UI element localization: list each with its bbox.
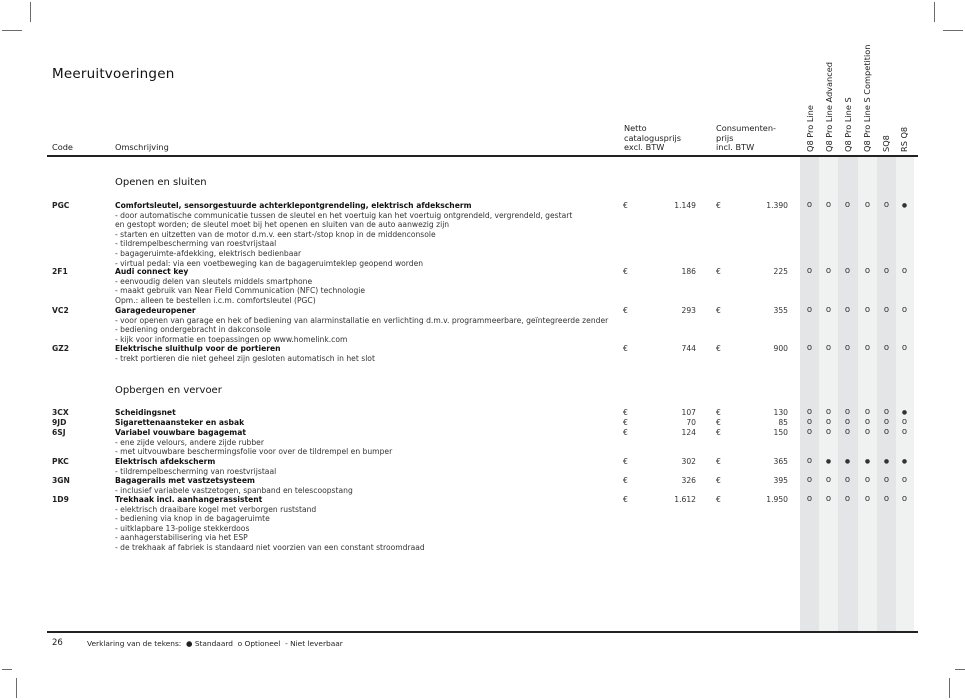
availability-mark: o xyxy=(864,494,871,504)
option-detail: - uitklapbare 13-polige stekkerdoos xyxy=(115,523,250,533)
option-detail: - bagageruimte-afdekking, elektrisch bedienbaar xyxy=(115,248,302,258)
availability-mark: o xyxy=(864,305,871,315)
availability-mark: o xyxy=(844,343,851,353)
option-detail: - door automatische communicatie tussen de sleutel en het voertuig kan het voertuig ontgrendeld, vergrendeld, gestart en gestopt worden; de sleutel moet bij het openen en sluiten van de auto aanwezig zijn xyxy=(115,210,573,230)
availability-mark: o xyxy=(883,427,890,437)
availability-mark: o xyxy=(901,475,908,485)
option-description xyxy=(115,408,585,418)
option-description xyxy=(115,495,585,553)
option-detail: Opm.: alleen te bestellen i.c.m. comfortsleutel (PGC) xyxy=(115,295,316,305)
availability-mark: o xyxy=(901,343,908,353)
availability-mark: o xyxy=(883,475,890,485)
header-net-price-line: catalogusprijs xyxy=(624,132,682,143)
option-name: Elektrische sluithulp voor de portieren xyxy=(115,344,281,353)
availability-mark: o xyxy=(825,200,832,210)
consumer-price: 365 xyxy=(773,457,788,466)
currency: € xyxy=(716,201,721,210)
header-model: Q8 Pro Line Advanced xyxy=(824,62,834,152)
currency: € xyxy=(716,418,721,427)
header-net-price-line: excl. BTW xyxy=(624,142,665,152)
option-detail: - inclusief variabele vastzetogen, spanband en telescoopstang xyxy=(115,485,353,495)
availability-mark: o xyxy=(844,305,851,315)
option-detail: - bediening ondergebracht in dakconsole xyxy=(115,325,271,335)
availability-mark: o xyxy=(825,417,832,427)
availability-mark: o xyxy=(864,200,871,210)
crop-mark xyxy=(2,30,22,31)
availability-mark: o xyxy=(844,427,851,437)
availability-mark: o xyxy=(901,494,908,504)
option-description xyxy=(115,428,585,457)
footer-divider xyxy=(47,631,918,633)
header-description: Omschrijving xyxy=(115,142,169,152)
option-detail: - elektrisch draaibare kogel met verborgen ruststand xyxy=(115,504,317,514)
header-net-price-line: Netto xyxy=(624,123,647,133)
net-price: 302 xyxy=(681,457,696,466)
option-description xyxy=(115,457,585,476)
page-title: Meeruitvoeringen xyxy=(52,66,175,82)
currency: € xyxy=(623,201,628,210)
availability-mark: o xyxy=(901,427,908,437)
option-detail: - kijk voor informatie en toepassingen op www.homelink.com xyxy=(115,334,348,344)
option-detail: - maakt gebruik van Near Field Communication (NFC) technologie xyxy=(115,286,366,296)
header-model: SQ8 xyxy=(881,135,891,152)
option-description xyxy=(115,267,585,305)
option-name: Comfortsleutel, sensorgestuurde achterklepontgrendeling, elektrisch afdekscherm xyxy=(115,201,472,210)
option-code: 3CX xyxy=(52,408,69,417)
net-price: 1.612 xyxy=(674,495,696,504)
availability-mark: o xyxy=(825,407,832,417)
model-column-shade xyxy=(800,157,819,632)
model-column-shade xyxy=(838,157,858,632)
header-net-price xyxy=(624,124,681,153)
option-detail: - aanhagerstabilisering via het ESP xyxy=(115,533,248,543)
availability-mark: o xyxy=(883,417,890,427)
crop-mark xyxy=(955,669,965,670)
page-number: 26 xyxy=(52,638,63,648)
availability-mark: o xyxy=(806,200,813,210)
option-detail: - de trekhaak af fabriek is standaard niet voorzien van een constant stroomdraad xyxy=(115,542,425,552)
consumer-price: 355 xyxy=(773,306,788,315)
crop-mark xyxy=(2,669,12,670)
header-divider xyxy=(47,155,918,157)
availability-mark: o xyxy=(883,343,890,353)
legend-label: Verklaring van de tekens: xyxy=(87,639,182,648)
availability-mark: ● xyxy=(901,202,908,209)
net-price: 107 xyxy=(681,408,696,417)
availability-mark: o xyxy=(825,343,832,353)
option-detail: - met uitvouwbare beschermingsfolie voor over de tildrempel en bumper xyxy=(115,447,393,457)
header-model: Q8 Pro Line xyxy=(805,105,815,152)
availability-mark: o xyxy=(825,266,832,276)
availability-mark: o xyxy=(806,475,813,485)
crop-mark xyxy=(943,30,963,31)
crop-mark xyxy=(934,2,935,22)
option-description xyxy=(115,418,585,428)
option-code: 3GN xyxy=(52,476,70,485)
section-title: Openen en sluiten xyxy=(115,177,207,188)
option-code: 6SJ xyxy=(52,428,66,437)
currency: € xyxy=(623,306,628,315)
availability-mark: o xyxy=(844,407,851,417)
crop-mark xyxy=(949,678,950,698)
option-detail: - tildrempelbescherming van roestvrijstaal xyxy=(115,466,277,476)
model-column-shade xyxy=(858,157,877,632)
availability-mark: o xyxy=(844,200,851,210)
option-name: Trekhaak incl. aanhangerassistent xyxy=(115,495,263,504)
net-price: 326 xyxy=(681,476,696,485)
header-model: Q8 Pro Line S Competition xyxy=(862,44,872,152)
header-model: Q8 Pro Line S xyxy=(843,97,853,152)
option-name: Variabel vouwbare bagagemat xyxy=(115,428,246,437)
crop-mark xyxy=(16,678,17,698)
availability-mark: o xyxy=(883,305,890,315)
availability-mark: o xyxy=(883,200,890,210)
net-price: 744 xyxy=(681,344,696,353)
availability-mark: o xyxy=(825,305,832,315)
option-description xyxy=(115,344,585,363)
net-price: 70 xyxy=(686,418,696,427)
availability-mark: o xyxy=(806,343,813,353)
availability-mark: ● xyxy=(825,458,832,465)
option-code: 2F1 xyxy=(52,267,68,276)
consumer-price: 225 xyxy=(773,267,788,276)
currency: € xyxy=(623,428,628,437)
option-name: Audi connect key xyxy=(115,267,189,276)
net-price: 293 xyxy=(681,306,696,315)
section-title: Opbergen en vervoer xyxy=(115,385,222,396)
option-name: Elektrisch afdekscherm xyxy=(115,457,216,466)
availability-mark: o xyxy=(806,427,813,437)
net-price: 186 xyxy=(681,267,696,276)
currency: € xyxy=(716,476,721,485)
currency: € xyxy=(623,418,628,427)
currency: € xyxy=(716,408,721,417)
option-code: 1D9 xyxy=(52,495,69,504)
option-detail: - tildrempelbescherming van roestvrijstaal xyxy=(115,239,277,249)
consumer-price: 150 xyxy=(773,428,788,437)
currency: € xyxy=(716,306,721,315)
option-name: Sigarettenaansteker en asbak xyxy=(115,418,245,427)
header-code: Code xyxy=(52,142,73,152)
legend xyxy=(87,639,343,648)
option-name: Bagagerails met vastzetsysteem xyxy=(115,476,255,485)
currency: € xyxy=(623,344,628,353)
model-column-shade xyxy=(877,157,896,632)
availability-mark: ● xyxy=(864,458,871,465)
net-price: 1.149 xyxy=(674,201,696,210)
legend-unavailable: - Niet leverbaar xyxy=(285,639,343,648)
availability-mark: o xyxy=(864,407,871,417)
legend-standard: ● Standaard xyxy=(186,639,233,648)
availability-mark: o xyxy=(883,266,890,276)
availability-mark: o xyxy=(883,494,890,504)
option-detail: - voor openen van garage en hek of bediening van alarminstallatie en verlichting d.m.v. programmeerbare, geïntegreerde zender xyxy=(115,315,609,325)
currency: € xyxy=(716,457,721,466)
option-name: Scheidingsnet xyxy=(115,408,176,417)
availability-mark: o xyxy=(806,266,813,276)
availability-mark: o xyxy=(883,407,890,417)
currency: € xyxy=(716,428,721,437)
currency: € xyxy=(623,495,628,504)
option-detail: - bediening via knop in de bagageruimte xyxy=(115,514,270,524)
option-description xyxy=(115,306,609,344)
header-consumer-price xyxy=(716,124,776,153)
availability-mark: ● xyxy=(901,409,908,416)
currency: € xyxy=(716,495,721,504)
availability-mark: o xyxy=(844,494,851,504)
option-detail: - virtual pedal: via een voetbeweging kan de bagageruimteklep geopend worden xyxy=(115,258,424,268)
availability-mark: ● xyxy=(844,458,851,465)
header-model: RS Q8 xyxy=(899,126,909,152)
model-column-shade xyxy=(819,157,838,632)
availability-mark: o xyxy=(901,417,908,427)
availability-mark: o xyxy=(825,494,832,504)
option-code: VC2 xyxy=(52,306,69,315)
availability-mark: o xyxy=(864,343,871,353)
option-name: Garagedeuropener xyxy=(115,306,196,315)
availability-mark: ● xyxy=(901,458,908,465)
availability-mark: o xyxy=(806,417,813,427)
availability-mark: o xyxy=(901,266,908,276)
availability-mark: o xyxy=(806,305,813,315)
currency: € xyxy=(623,408,628,417)
option-code: GZ2 xyxy=(52,344,70,353)
currency: € xyxy=(623,457,628,466)
availability-mark: o xyxy=(844,417,851,427)
availability-mark: o xyxy=(844,266,851,276)
currency: € xyxy=(716,344,721,353)
currency: € xyxy=(716,267,721,276)
header-consumer-price-line: incl. BTW xyxy=(716,142,755,152)
option-code: PKC xyxy=(52,457,69,466)
availability-mark: o xyxy=(844,475,851,485)
option-description xyxy=(115,201,585,268)
consumer-price: 1.390 xyxy=(766,201,788,210)
consumer-price: 130 xyxy=(773,408,788,417)
model-column-shade xyxy=(896,157,914,632)
availability-mark: o xyxy=(901,305,908,315)
option-detail: - ene zijde velours, andere zijde rubber xyxy=(115,437,264,447)
availability-mark: o xyxy=(806,494,813,504)
currency: € xyxy=(623,476,628,485)
consumer-price: 1.950 xyxy=(766,495,788,504)
option-detail: - trekt portieren die niet geheel zijn gesloten automatisch in het slot xyxy=(115,353,375,363)
legend-optional: o Optioneel xyxy=(237,639,281,648)
availability-mark: o xyxy=(864,427,871,437)
consumer-price: 395 xyxy=(773,476,788,485)
option-code: PGC xyxy=(52,201,70,210)
availability-mark: o xyxy=(864,266,871,276)
option-detail: - starten en uitzetten van de motor d.m.v. een start-/stop knop in de middenconsole xyxy=(115,229,436,239)
availability-mark: o xyxy=(864,475,871,485)
option-detail: - eenvoudig delen van sleutels middels smartphone xyxy=(115,276,313,286)
availability-mark: o xyxy=(806,407,813,417)
option-description xyxy=(115,476,585,495)
crop-mark xyxy=(30,2,31,22)
availability-mark: o xyxy=(825,475,832,485)
header-consumer-price-line: prijs xyxy=(716,132,734,143)
availability-mark: o xyxy=(806,456,813,466)
availability-mark: o xyxy=(864,417,871,427)
consumer-price: 85 xyxy=(778,418,788,427)
header-consumer-price-line: Consumenten- xyxy=(716,123,776,133)
currency: € xyxy=(623,267,628,276)
option-code: 9JD xyxy=(52,418,67,427)
availability-mark: ● xyxy=(883,458,890,465)
availability-mark: o xyxy=(825,427,832,437)
net-price: 124 xyxy=(681,428,696,437)
consumer-price: 900 xyxy=(773,344,788,353)
